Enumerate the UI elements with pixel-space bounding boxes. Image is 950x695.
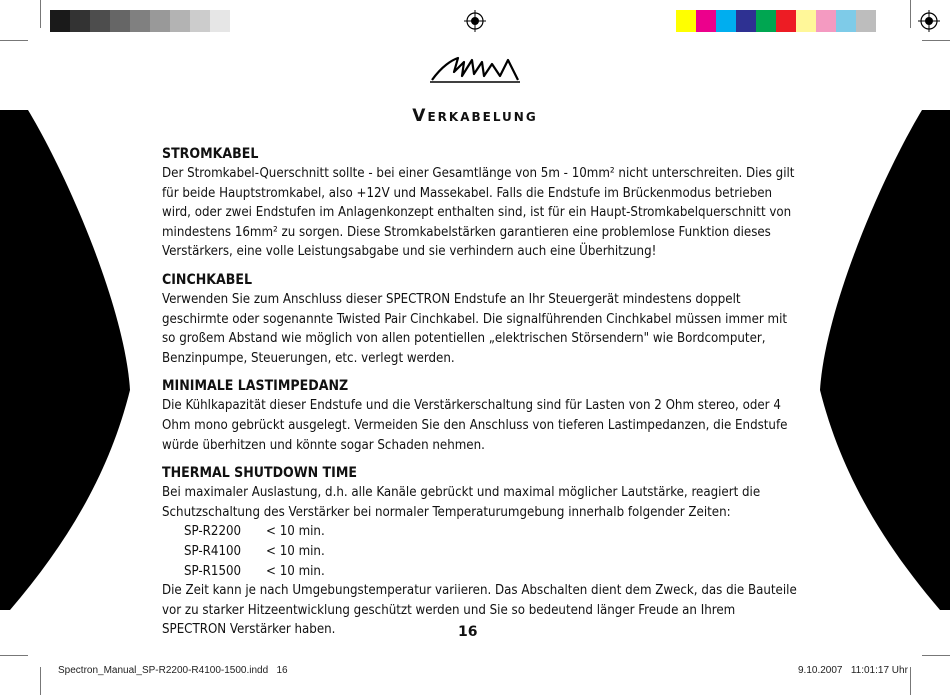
crop-mark — [922, 655, 950, 656]
section-body: Die Zeit kann je nach Umgebungstemperatur variieren. Das Abschalten dient dem Zweck, das die Bauteile vor zu starker Hitzeentwicklung geschützt werden und Sie so bedeutend länger Freude an Ihrem SPECTRON Verstärker haben. — [162, 583, 797, 638]
gray-swatch — [90, 10, 110, 32]
model-row — [184, 542, 802, 562]
registration-mark-icon — [918, 10, 940, 32]
gray-swatch — [70, 10, 90, 32]
color-swatch — [836, 10, 856, 32]
crop-mark — [0, 40, 28, 41]
color-swatch — [756, 10, 776, 32]
page-number: 16 — [458, 624, 478, 640]
shutdown-time: < 10 min. — [266, 543, 325, 559]
section-lastimpedanz — [162, 376, 802, 455]
gray-swatch — [210, 10, 230, 32]
section-heading: CINCHKABEL — [162, 271, 252, 288]
gray-swatch — [130, 10, 150, 32]
section-thermal-shutdown — [162, 463, 802, 640]
gray-swatch — [170, 10, 190, 32]
crop-mark — [0, 655, 28, 656]
model-name: SP-R2200 — [184, 524, 242, 540]
section-heading: MINIMALE LASTIMPEDANZ — [162, 378, 349, 395]
crop-mark — [922, 40, 950, 41]
crop-mark — [40, 0, 41, 28]
color-swatch — [856, 10, 876, 32]
spectron-logo — [428, 52, 522, 86]
section-heading: THERMAL SHUTDOWN TIME — [162, 465, 357, 482]
color-swatch — [776, 10, 796, 32]
section-heading: STROMKABEL — [162, 146, 259, 162]
right-wing-decoration — [810, 110, 950, 610]
model-row — [184, 522, 802, 542]
color-swatch — [716, 10, 736, 32]
process-color-bar — [676, 10, 876, 32]
gray-swatch — [50, 10, 70, 32]
color-swatch — [736, 10, 756, 32]
color-swatch — [676, 10, 696, 32]
gray-swatch — [110, 10, 130, 32]
crop-mark — [910, 0, 911, 28]
shutdown-time: < 10 min. — [266, 563, 325, 579]
content-area — [162, 144, 802, 648]
color-swatch — [696, 10, 716, 32]
crop-mark — [40, 667, 41, 695]
shutdown-time: < 10 min. — [266, 524, 325, 540]
gray-color-bar — [50, 10, 232, 32]
gray-swatch — [190, 10, 210, 32]
gray-swatch — [150, 10, 170, 32]
section-body: Die Kühlkapazität dieser Endstufe und die Verstärkerschaltung sind für Lasten von 2 Ohm stereo, oder 4 Ohm mono gebrückt ausgelegt. Vermeiden Sie den Anschluss von tieferen Lastimpedanzen, die Endstufe würde überhitzen und könnte sogar Schaden nehmen. — [162, 398, 788, 453]
left-wing-decoration — [0, 110, 140, 610]
section-cinchkabel — [162, 270, 802, 368]
crop-mark — [910, 667, 911, 695]
model-name: SP-R1500 — [184, 563, 242, 579]
color-swatch — [816, 10, 836, 32]
page-title: Verkabelung — [412, 106, 538, 126]
section-body: Verwenden Sie zum Anschluss dieser SPECTRON Endstufe an Ihr Steuergerät mindestens doppelt geschirmte oder sogenannte Twisted Pair Cinchkabel. Die signalführenden Cinchkabel müssen immer mit so großem Abstand wie möglich von allen potentiellen „elektrischen Störsendern" wie Bordcomputer, Benzinpumpe, Steuerungen, etc. verlegt werden. — [162, 291, 788, 366]
section-body: Der Stromkabel-Querschnitt sollte - bei einer Gesamtlänge von 5m - 10mm² nicht unterschreiten. Dies gilt für beide Hauptstromkabel, also +12V und Massekabel. Falls die Endstufe im Brückenmodus betrieben wird, oder zwei Endstufen im Anlagenkonzept enthalten sind, ist für ein Haupt-Stromkabelquerschnitt von mindestens 16mm² zu sorgen. Diese Stromkabelstärken garantieren eine problemlose Funktion dieses Verstärkers, eine volle Leistungsabgabe und sie verhindern auch eine Überhitzung! — [162, 166, 795, 260]
section-stromkabel — [162, 144, 802, 262]
model-name: SP-R4100 — [184, 543, 242, 559]
footer-filename: Spectron_Manual_SP-R2200-R4100-1500.indd 16 — [58, 665, 288, 676]
section-body: Bei maximaler Auslastung, d.h. alle Kanäle gebrückt und maximal möglicher Lautstärke, reagiert die Schutzschaltung des Verstärker bei normaler Temperaturumgebung innerhalb folgender Zeiten: — [162, 485, 761, 520]
footer-timestamp: 9.10.2007 11:01:17 Uhr — [798, 665, 908, 676]
registration-mark-icon — [464, 10, 486, 32]
color-swatch — [796, 10, 816, 32]
model-row — [184, 562, 802, 582]
